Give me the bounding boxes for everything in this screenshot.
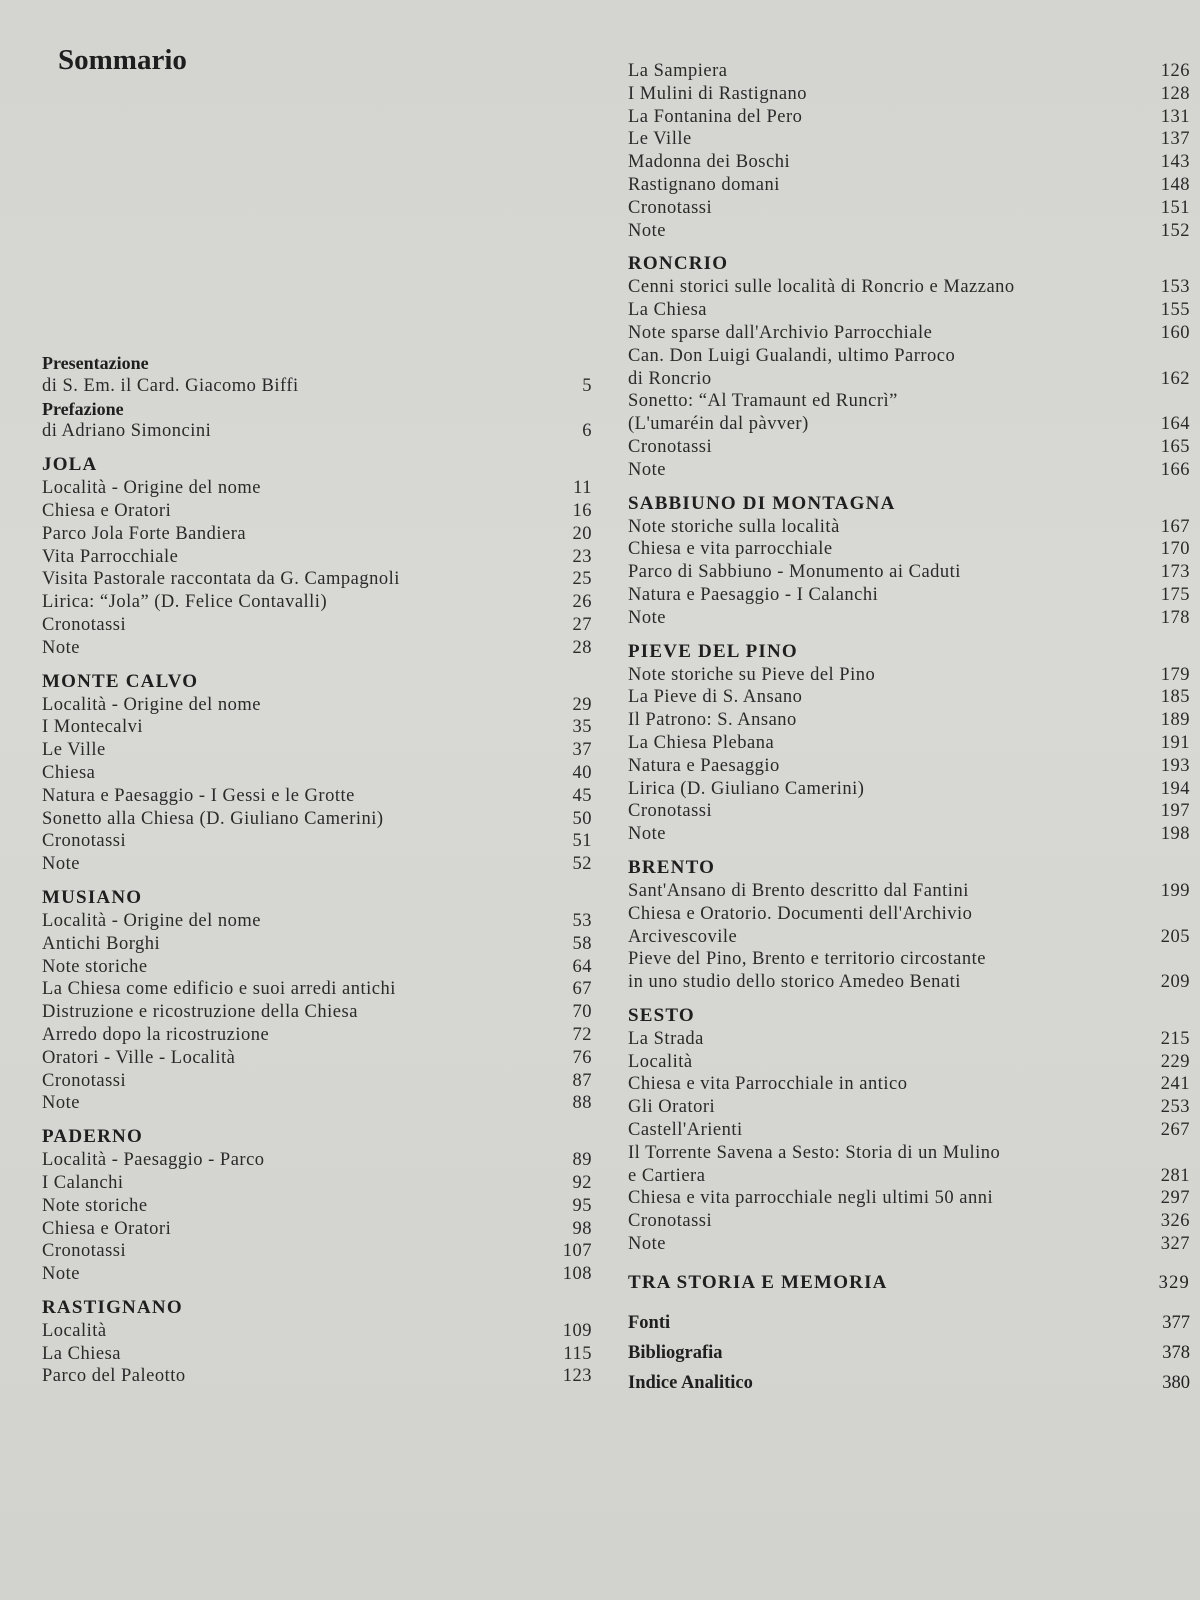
toc-section (42, 886, 592, 1115)
entry-page: 253 (1160, 1097, 1190, 1118)
entry-title: Natura e Paesaggio (628, 755, 780, 776)
toc-entry[interactable] (42, 853, 592, 876)
toc-entry[interactable] (42, 523, 592, 546)
toc-entry[interactable] (628, 1368, 1190, 1398)
entry-page: 193 (1160, 755, 1190, 776)
toc-entry[interactable] (628, 106, 1190, 129)
page-title: Sommario (58, 44, 187, 76)
entry-page: 191 (1160, 732, 1190, 753)
entry-title: Note (628, 220, 666, 241)
entry-title: Castell'Arienti (628, 1120, 743, 1141)
entry-title: Chiesa e vita parrocchiale negli ultimi 50 anni (628, 1188, 994, 1209)
toc-entry[interactable] (628, 755, 1190, 778)
right-sections (628, 252, 1190, 1255)
entry-title: Cronotassi (628, 197, 713, 218)
entry-title: Note (42, 637, 80, 658)
entry-title-line: Chiesa e Oratorio. Documenti dell'Archivio (628, 903, 973, 924)
toc-entry[interactable] (628, 880, 1190, 903)
toc-entry[interactable] (42, 1092, 592, 1115)
toc-entry[interactable] (628, 971, 1190, 994)
section-heading: SABBIUNO DI MONTAGNA (628, 492, 896, 514)
toc-entry[interactable] (42, 1024, 592, 1047)
entry-title: Chiesa e Oratori (42, 1218, 172, 1239)
entry-page: 87 (572, 1070, 592, 1091)
entry-page: 98 (572, 1218, 592, 1239)
toc-entry[interactable] (628, 1073, 1190, 1096)
toc-entry[interactable] (628, 664, 1190, 687)
entry-page: 20 (572, 523, 592, 544)
entry-title: Madonna dei Boschi (628, 152, 791, 173)
entry-title: Note (628, 459, 666, 480)
entry-page: 148 (1160, 174, 1190, 195)
entry-title: Oratori - Ville - Località (42, 1047, 236, 1068)
entry-title: La Chiesa Plebana (628, 732, 775, 753)
entry-title: Cronotassi (42, 831, 127, 852)
entry-page: 179 (1160, 664, 1190, 685)
intro-heading: Presentazione (42, 353, 149, 373)
toc-entry[interactable] (628, 800, 1190, 823)
toc-entry[interactable] (42, 716, 592, 739)
entry-page: 107 (562, 1241, 592, 1262)
entry-page: 95 (572, 1195, 592, 1216)
entry-title: Le Ville (628, 129, 692, 150)
entry-title: Località - Origine del nome (42, 694, 261, 715)
entry-page: 153 (1160, 277, 1190, 298)
toc-entry[interactable] (628, 1165, 1190, 1188)
toc-entry[interactable] (628, 516, 1190, 539)
entry-title: Note (628, 824, 666, 845)
toc-entry[interactable] (42, 694, 592, 717)
toc-entry[interactable] (628, 299, 1190, 322)
entry-title: Località - Origine del nome (42, 910, 261, 931)
toc-section (42, 453, 592, 659)
toc-entry[interactable] (628, 220, 1190, 243)
entry-page: 53 (572, 910, 592, 931)
entry-title: TRA STORIA E MEMORIA (628, 1271, 888, 1293)
entry-title: Distruzione e ricostruzione della Chiesa (42, 1002, 358, 1023)
entry-page: 88 (572, 1093, 592, 1114)
entry-page: 178 (1160, 607, 1190, 628)
entry-page: 37 (572, 740, 592, 761)
toc-entry[interactable] (628, 823, 1190, 846)
entry-title-cont: e Cartiera (628, 1165, 706, 1186)
entry-page: 329 (1158, 1272, 1190, 1293)
toc-entry[interactable] (628, 1051, 1190, 1074)
toc-section (42, 670, 592, 876)
entry-page: 89 (572, 1150, 592, 1171)
toc-entry[interactable] (42, 477, 592, 500)
toc-entry[interactable] (628, 1119, 1190, 1142)
entry-page: 173 (1160, 562, 1190, 583)
entry-page: 198 (1160, 824, 1190, 845)
entry-title-cont: in uno studio dello storico Amedeo Benati (628, 972, 961, 993)
toc-entry[interactable] (628, 83, 1190, 106)
section-heading: RONCRIO (628, 253, 729, 275)
toc-section (628, 492, 1190, 630)
toc-entry[interactable] (42, 1218, 592, 1241)
entry-page: 267 (1160, 1120, 1190, 1141)
entry-page: 27 (572, 614, 592, 635)
entry-title: Cronotassi (42, 1241, 127, 1262)
entry-title: Cronotassi (42, 1070, 127, 1091)
entry-title-cont: (L'umaréin dal pàvver) (628, 414, 809, 435)
toc-entry[interactable] (42, 739, 592, 762)
entry-page: 126 (1160, 61, 1190, 81)
toc-entry[interactable] (628, 128, 1190, 151)
toc-entry[interactable] (42, 1343, 592, 1366)
entry-page: 128 (1160, 83, 1190, 104)
toc-entry[interactable] (628, 413, 1190, 436)
toc-entry[interactable] (628, 1187, 1190, 1210)
entry-title: Fonti (628, 1312, 671, 1333)
entry-page: 199 (1160, 880, 1190, 901)
entry-page: 326 (1160, 1211, 1190, 1232)
toc-entry[interactable] (628, 709, 1190, 732)
toc-entry[interactable] (42, 933, 592, 956)
toc-entry[interactable] (42, 830, 592, 853)
entry-page: 26 (572, 592, 592, 613)
toc-entry-memoria[interactable] (628, 1270, 1190, 1296)
toc-entry[interactable] (628, 197, 1190, 220)
entry-page: 155 (1160, 300, 1190, 321)
entry-page: 166 (1160, 459, 1190, 480)
entry-title: Le Ville (42, 740, 106, 761)
toc-entry[interactable] (42, 1195, 592, 1218)
entry-title-line: Pieve del Pino, Brento e territorio circostante (628, 949, 986, 970)
entry-title: Parco Jola Forte Bandiera (42, 523, 247, 544)
toc-section (628, 252, 1190, 481)
toc-entry[interactable] (628, 686, 1190, 709)
entry-title: Parco del Paleotto (42, 1366, 186, 1387)
toc-entry[interactable] (628, 1308, 1190, 1338)
entry-title: Il Patrono: S. Ansano (628, 710, 797, 731)
toc-entry[interactable] (628, 60, 1190, 83)
entry-title: La Sampiera (628, 61, 728, 81)
toc-entry[interactable] (42, 978, 592, 1001)
entry-page: 28 (572, 637, 592, 658)
toc-entry[interactable] (42, 1001, 592, 1024)
entry-title: Note storiche sulla località (628, 516, 840, 537)
section-heading: JOLA (42, 454, 98, 476)
toc-entry[interactable] (628, 151, 1190, 174)
toc-entry[interactable] (628, 436, 1190, 459)
left-sections (42, 453, 592, 1388)
toc-section (42, 1125, 592, 1286)
entry-page: 162 (1160, 368, 1190, 389)
entry-page: 29 (572, 694, 592, 715)
entry-title: Località - Paesaggio - Parco (42, 1150, 265, 1171)
entry-page: 197 (1160, 801, 1190, 822)
section-heading: MUSIANO (42, 886, 143, 908)
toc-entry[interactable] (628, 778, 1190, 801)
toc-entry[interactable] (42, 785, 592, 808)
entry-page: 175 (1160, 584, 1190, 605)
entry-title: Località - Origine del nome (42, 478, 261, 499)
entry-page: 72 (572, 1024, 592, 1045)
entry-page: 23 (572, 546, 592, 567)
entry-page: 108 (562, 1264, 592, 1285)
entry-page: 167 (1160, 516, 1190, 537)
section-heading: SESTO (628, 1004, 695, 1026)
entry-title: Cronotassi (42, 614, 127, 635)
entry-page: 6 (582, 421, 592, 442)
toc-left-column (42, 352, 592, 1388)
toc-intro-prefazione (42, 398, 592, 444)
entry-page: 229 (1160, 1051, 1190, 1072)
entry-page: 109 (562, 1320, 592, 1341)
entry-title-cont: di Roncrio (628, 368, 712, 389)
toc-entry[interactable] (628, 1233, 1190, 1256)
entry-title: La Chiesa (628, 300, 707, 321)
toc-entry[interactable] (628, 561, 1190, 584)
entry-page: 215 (1160, 1028, 1190, 1049)
toc-entry[interactable] (628, 368, 1190, 391)
entry-title: Sonetto alla Chiesa (D. Giuliano Camerini) (42, 808, 384, 829)
entry-title: Località (628, 1051, 693, 1072)
entry-page: 50 (572, 808, 592, 829)
section-heading: MONTE CALVO (42, 670, 199, 692)
intro-heading: Prefazione (42, 398, 124, 419)
entry-title: Chiesa e vita parrocchiale (628, 539, 833, 560)
toc-entry[interactable] (628, 926, 1190, 949)
entry-title-line: Sonetto: “Al Tramaunt ed Runcrì” (628, 391, 898, 412)
entry-title: Vita Parrocchiale (42, 546, 179, 567)
entry-title: La Chiesa (42, 1343, 121, 1364)
entry-title: Note storiche (42, 1195, 148, 1216)
entry-title: Note (42, 1264, 80, 1285)
toc-entry[interactable] (42, 375, 592, 398)
toc-entry[interactable] (42, 1172, 592, 1195)
entry-title: Lirica (D. Giuliano Camerini) (628, 778, 865, 799)
toc-entry[interactable] (42, 591, 592, 614)
entry-page: 25 (572, 569, 592, 590)
entry-page: 164 (1160, 414, 1190, 435)
entry-page: 327 (1160, 1234, 1190, 1255)
entry-title-cont: Arcivescovile (628, 926, 738, 947)
toc-section (628, 1004, 1190, 1256)
toc-entry[interactable] (628, 538, 1190, 561)
toc-entry[interactable] (628, 1028, 1190, 1051)
toc-entry[interactable] (42, 1149, 592, 1172)
entry-title: Note (42, 854, 80, 875)
appendix-list (628, 1308, 1190, 1398)
entry-title: Rastignano domani (628, 174, 780, 195)
toc-entry[interactable] (42, 956, 592, 979)
entry-title: Chiesa e Oratori (42, 500, 172, 521)
entry-page: 11 (573, 478, 592, 499)
entry-title: Cenni storici sulle località di Roncrio e Mazzano (628, 277, 1015, 298)
entry-page: 58 (572, 933, 592, 954)
entry-title-line: Il Torrente Savena a Sesto: Storia di un Mulino (628, 1142, 1001, 1163)
entry-title-line: Can. Don Luigi Gualandi, ultimo Parroco (628, 345, 956, 366)
right-continued-list (628, 60, 1190, 242)
entry-title: Località (42, 1320, 107, 1341)
entry-title: Note sparse dall'Archivio Parrocchiale (628, 322, 933, 343)
toc-section (628, 640, 1190, 846)
toc-entry[interactable] (42, 1070, 592, 1093)
entry-title: Cronotassi (628, 1211, 713, 1232)
entry-title: La Fontanina del Pero (628, 106, 803, 127)
entry-page: 380 (1162, 1372, 1190, 1393)
entry-title: di Adriano Simoncini (42, 421, 212, 442)
toc-entry[interactable] (628, 1338, 1190, 1368)
entry-page: 137 (1160, 129, 1190, 150)
entry-title: Cronotassi (628, 436, 713, 457)
entry-page: 241 (1160, 1074, 1190, 1095)
toc-entry[interactable] (628, 174, 1190, 197)
toc-entry[interactable] (628, 459, 1190, 482)
entry-page: 131 (1160, 106, 1190, 127)
toc-entry[interactable] (42, 910, 592, 933)
toc-entry[interactable] (628, 1096, 1190, 1119)
entry-title: I Calanchi (42, 1172, 124, 1193)
entry-title: Note (628, 607, 666, 628)
entry-page: 123 (562, 1366, 592, 1387)
entry-title: Bibliografia (628, 1342, 723, 1363)
entry-page: 194 (1160, 778, 1190, 799)
section-heading: RASTIGNANO (42, 1296, 183, 1318)
entry-page: 209 (1160, 972, 1190, 993)
entry-title: Note storiche su Pieve del Pino (628, 664, 876, 685)
entry-title: I Mulini di Rastignano (628, 83, 808, 104)
section-heading: PADERNO (42, 1126, 143, 1148)
entry-page: 45 (572, 785, 592, 806)
entry-title: Chiesa (42, 762, 96, 783)
toc-entry[interactable] (628, 1210, 1190, 1233)
entry-page: 92 (572, 1172, 592, 1193)
entry-title: Note (628, 1234, 666, 1255)
entry-page: 35 (572, 717, 592, 738)
entry-title: Note storiche (42, 956, 148, 977)
entry-page: 151 (1160, 197, 1190, 218)
entry-page: 51 (572, 831, 592, 852)
entry-title: Lirica: “Jola” (D. Felice Contavalli) (42, 592, 328, 613)
entry-page: 52 (572, 854, 592, 875)
entry-title: Antichi Borghi (42, 933, 161, 954)
entry-page: 170 (1160, 539, 1190, 560)
entry-page: 67 (572, 979, 592, 1000)
entry-title: Indice Analitico (628, 1372, 753, 1393)
entry-title: La Chiesa come edificio e suoi arredi antichi (42, 979, 396, 1000)
toc-entry[interactable] (628, 276, 1190, 299)
entry-page: 189 (1160, 710, 1190, 731)
entry-title: Cronotassi (628, 801, 713, 822)
entry-title: Natura e Paesaggio - I Gessi e le Grotte (42, 785, 355, 806)
entry-page: 5 (582, 375, 592, 396)
entry-title: Natura e Paesaggio - I Calanchi (628, 584, 879, 605)
toc-entry[interactable] (42, 546, 592, 569)
entry-page: 115 (563, 1343, 592, 1364)
entry-title: Chiesa e vita Parrocchiale in antico (628, 1074, 908, 1095)
entry-title: I Montecalvi (42, 717, 144, 738)
section-heading: PIEVE DEL PINO (628, 640, 798, 662)
entry-page: 205 (1160, 926, 1190, 947)
entry-title: di S. Em. il Card. Giacomo Biffi (42, 375, 299, 396)
entry-page: 377 (1162, 1312, 1190, 1333)
toc-entry[interactable] (628, 584, 1190, 607)
toc-entry[interactable] (42, 420, 592, 443)
entry-page: 143 (1160, 152, 1190, 173)
toc-entry[interactable] (42, 614, 592, 637)
section-heading: BRENTO (628, 856, 716, 878)
entry-title: Arredo dopo la ricostruzione (42, 1024, 270, 1045)
entry-page: 160 (1160, 322, 1190, 343)
entry-page: 70 (572, 1002, 592, 1023)
entry-title: La Strada (628, 1028, 704, 1049)
entry-page: 40 (572, 762, 592, 783)
toc-entry[interactable] (42, 500, 592, 523)
toc-entry[interactable] (42, 808, 592, 831)
toc-section (42, 1296, 592, 1388)
toc-entry[interactable] (42, 1365, 592, 1388)
entry-page: 165 (1160, 436, 1190, 457)
entry-title: Gli Oratori (628, 1097, 716, 1118)
entry-page: 185 (1160, 687, 1190, 708)
entry-title: Sant'Ansano di Brento descritto dal Fantini (628, 880, 969, 901)
entry-page: 64 (572, 956, 592, 977)
entry-page: 297 (1160, 1188, 1190, 1209)
entry-title: Parco di Sabbiuno - Monumento ai Caduti (628, 562, 961, 583)
toc-entry[interactable] (42, 1320, 592, 1343)
entry-page: 16 (572, 500, 592, 521)
toc-entry[interactable] (42, 1240, 592, 1263)
entry-title: Note (42, 1093, 80, 1114)
toc-entry[interactable] (42, 1047, 592, 1070)
toc-entry[interactable] (42, 637, 592, 660)
toc-entry[interactable] (42, 762, 592, 785)
toc-entry[interactable] (42, 1263, 592, 1286)
entry-title: Visita Pastorale raccontata da G. Campagnoli (42, 569, 400, 590)
toc-intro-presentazione (42, 352, 592, 398)
toc-section (628, 856, 1190, 994)
entry-page: 378 (1162, 1342, 1190, 1363)
toc-entry[interactable] (628, 607, 1190, 630)
toc-entry[interactable] (42, 568, 592, 591)
entry-page: 76 (572, 1047, 592, 1068)
toc-entry[interactable] (628, 732, 1190, 755)
toc-right-column (628, 60, 1190, 1398)
entry-page: 281 (1160, 1165, 1190, 1186)
toc-entry[interactable] (628, 322, 1190, 345)
entry-title: La Pieve di S. Ansano (628, 687, 803, 708)
entry-page: 152 (1160, 220, 1190, 241)
